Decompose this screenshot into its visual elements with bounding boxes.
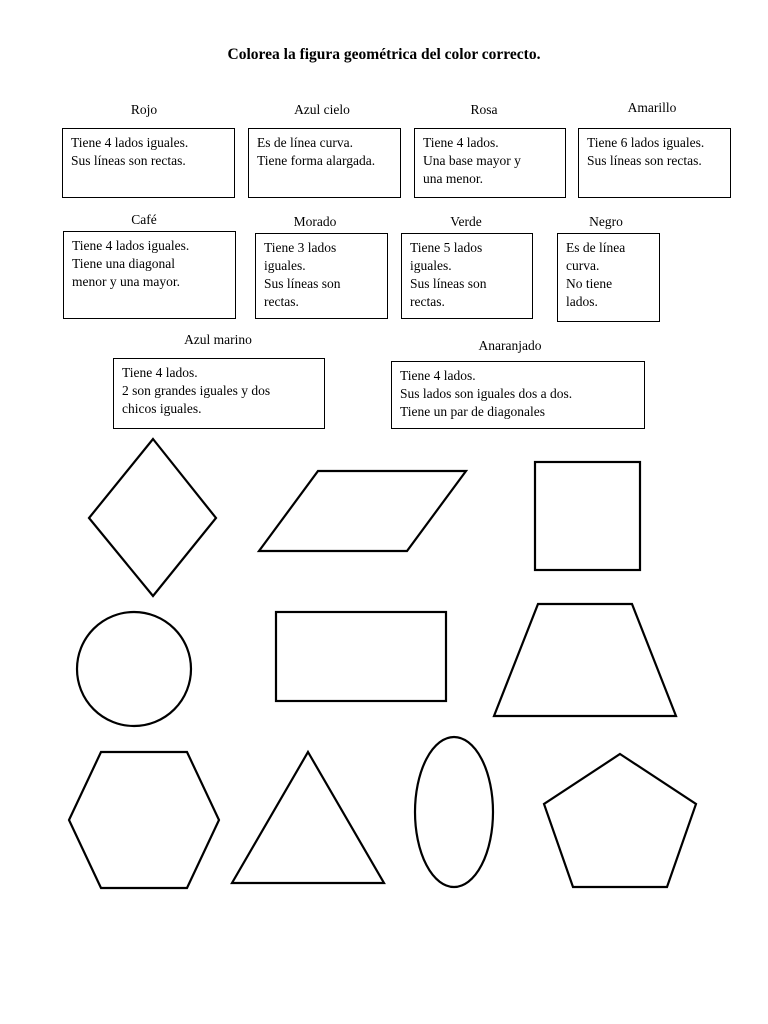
clue-line: Tiene 5 lados [410,240,483,255]
clue-line: Tiene 4 lados iguales. [72,238,190,253]
clue-line: No tiene [566,276,613,291]
clue-label-amarillo: Amarillo [627,100,677,115]
clue-line: una menor. [423,171,483,186]
clue-line: Tiene 4 lados. [400,368,476,383]
worksheet-title: Colorea la figura geométrica del color correcto. [227,46,541,63]
clue-label-anaranjado: Anaranjado [478,338,542,353]
clue-line: Es de línea [566,240,626,255]
clue-line: curva. [566,258,600,273]
oval-shape[interactable] [415,737,493,887]
clue-line: chicos iguales. [122,401,202,416]
clue-line: rectas. [410,294,445,309]
clue-label-azul-cielo: Azul cielo [294,102,350,117]
pentagon-shape[interactable] [544,754,696,887]
clue-label-rojo: Rojo [130,102,158,117]
square-shape[interactable] [535,462,640,570]
clue-line: Sus líneas son [410,276,487,291]
circle-shape[interactable] [77,612,191,726]
rhombus-shape[interactable] [89,439,216,596]
clue-line: 2 son grandes iguales y dos [122,383,271,398]
clue-line: Es de línea curva. [257,135,353,150]
clue-line: lados. [566,294,598,309]
clue-label-rosa: Rosa [470,102,498,117]
clue-line: Tiene forma alargada. [257,153,376,168]
clue-line: Una base mayor y [423,153,521,168]
clue-label-verde: Verde [450,214,482,229]
clue-label-cafe: Café [131,212,157,227]
clue-line: Sus líneas son rectas. [71,153,186,168]
clue-line: iguales. [264,258,306,273]
clue-line: Tiene 4 lados. [122,365,198,380]
clue-line: menor y una mayor. [72,274,180,289]
clue-line: Tiene 4 lados iguales. [71,135,189,150]
clue-line: Tiene 6 lados iguales. [587,135,705,150]
clue-line: Tiene 3 lados [264,240,337,255]
clue-line: Sus líneas son [264,276,341,291]
clue-line: Tiene un par de diagonales [400,404,545,419]
triangle-shape[interactable] [232,752,384,883]
hexagon-shape[interactable] [69,752,219,888]
clue-line: Tiene una diagonal [72,256,175,271]
trapezoid-shape[interactable] [494,604,676,716]
rectangle-shape[interactable] [276,612,446,701]
parallelogram-shape[interactable] [259,471,466,551]
clue-line: Tiene 4 lados. [423,135,499,150]
clue-label-azul-marino: Azul marino [184,332,252,347]
clue-line: iguales. [410,258,452,273]
clue-line: Sus líneas son rectas. [587,153,702,168]
clue-label-morado: Morado [293,214,337,229]
clue-label-negro: Negro [589,214,623,229]
clue-line: rectas. [264,294,299,309]
clue-line: Sus lados son iguales dos a dos. [400,386,573,401]
